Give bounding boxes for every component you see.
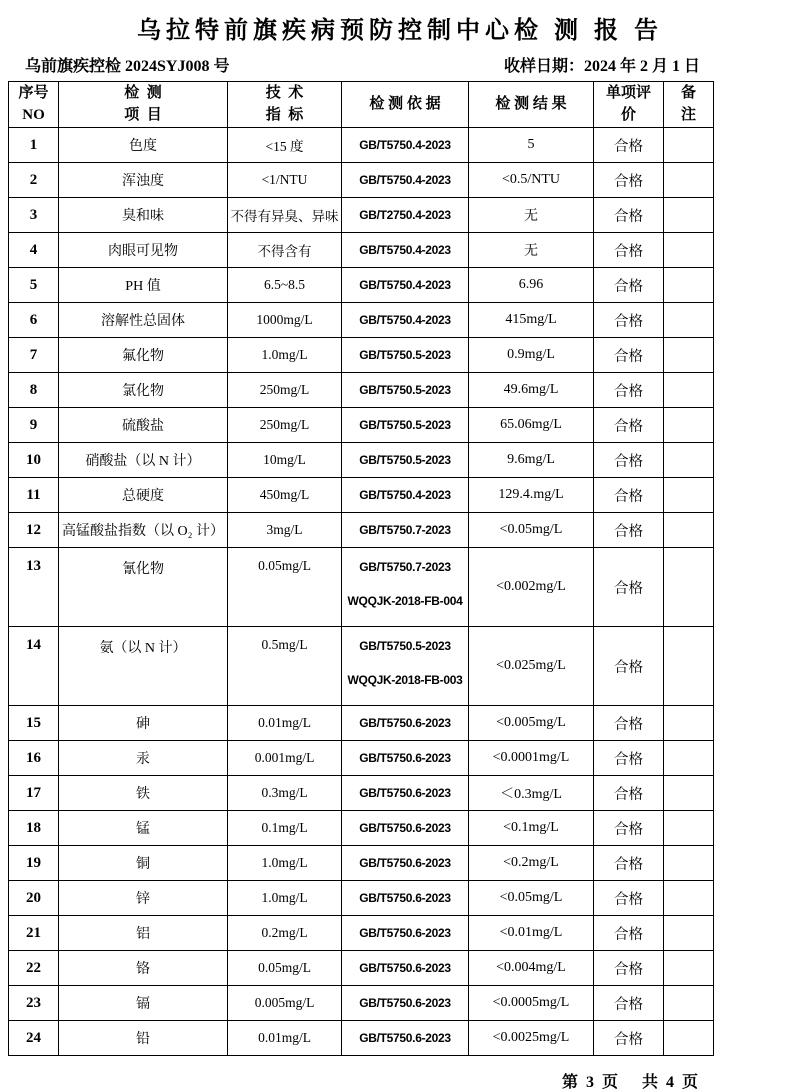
cell-no: 2 — [9, 163, 59, 198]
column-header-item: 检 测 项 目 — [59, 82, 228, 128]
table-row — [9, 776, 714, 811]
cell-no: 16 — [9, 741, 59, 776]
cell-standard: 0.01mg/L — [228, 706, 342, 741]
cell-basis: GB/T5750.5-2023 — [342, 443, 469, 478]
cell-basis: GB/T5750.6-2023 — [342, 986, 469, 1021]
cell-evaluation: 合格 — [594, 338, 664, 373]
cell-standard: 0.05mg/L — [228, 951, 342, 986]
table-row — [9, 548, 714, 627]
cell-basis: GB/T5750.6-2023 — [342, 811, 469, 846]
table-row — [9, 128, 714, 163]
cell-basis: GB/T5750.5-2023 — [342, 408, 469, 443]
cell-no: 18 — [9, 811, 59, 846]
cell-remark — [664, 163, 714, 198]
cell-basis: GB/T5750.6-2023 — [342, 776, 469, 811]
page-footer — [0, 1069, 800, 1092]
cell-result: 9.6mg/L — [469, 443, 594, 478]
cell-standard: 0.01mg/L — [228, 1021, 342, 1056]
cell-result: 49.6mg/L — [469, 373, 594, 408]
cell-remark — [664, 128, 714, 163]
cell-basis: GB/T5750.7-2023 WQQJK-2018-FB-004 — [342, 548, 469, 627]
cell-item: 铬 — [59, 951, 228, 986]
table-row — [9, 881, 714, 916]
cell-no: 5 — [9, 268, 59, 303]
cell-standard: 1.0mg/L — [228, 338, 342, 373]
cell-basis: GB/T5750.6-2023 — [342, 1021, 469, 1056]
table-row — [9, 706, 714, 741]
cell-no: 15 — [9, 706, 59, 741]
cell-standard: <15 度 — [228, 128, 342, 163]
cell-remark — [664, 548, 714, 627]
column-header-remark: 备 注 — [664, 82, 714, 128]
cell-no: 24 — [9, 1021, 59, 1056]
cell-standard: 0.2mg/L — [228, 916, 342, 951]
cell-remark — [664, 776, 714, 811]
cell-evaluation: 合格 — [594, 233, 664, 268]
cell-remark — [664, 986, 714, 1021]
cell-item: 氯化物 — [59, 373, 228, 408]
table-row — [9, 303, 714, 338]
cell-remark — [664, 846, 714, 881]
cell-evaluation: 合格 — [594, 706, 664, 741]
cell-evaluation: 合格 — [594, 548, 664, 627]
column-header-basis: 检 测 依 据 — [342, 82, 469, 128]
cell-standard: 1.0mg/L — [228, 846, 342, 881]
cell-no: 22 — [9, 951, 59, 986]
table-row — [9, 627, 714, 706]
cell-standard: 1.0mg/L — [228, 881, 342, 916]
table-row — [9, 373, 714, 408]
cell-evaluation: 合格 — [594, 846, 664, 881]
cell-basis: GB/T5750.4-2023 — [342, 303, 469, 338]
cell-item: 溶解性总固体 — [59, 303, 228, 338]
cell-item: 肉眼可见物 — [59, 233, 228, 268]
table-row — [9, 163, 714, 198]
cell-result: 65.06mg/L — [469, 408, 594, 443]
cell-result: <0.05mg/L — [469, 513, 594, 548]
cell-item: 铝 — [59, 916, 228, 951]
table-row — [9, 741, 714, 776]
page-title: 乌拉特前旗疾病预防控制中心检 测 报 告 — [137, 18, 663, 44]
cell-no: 1 — [9, 128, 59, 163]
cell-remark — [664, 268, 714, 303]
cell-remark — [664, 303, 714, 338]
cell-basis: GB/T5750.4-2023 — [342, 268, 469, 303]
cell-standard: 3mg/L — [228, 513, 342, 548]
table-row — [9, 951, 714, 986]
cell-evaluation: 合格 — [594, 513, 664, 548]
cell-no: 10 — [9, 443, 59, 478]
cell-no: 17 — [9, 776, 59, 811]
cell-item: 氟化物 — [59, 338, 228, 373]
table-row — [9, 1021, 714, 1056]
cell-evaluation: 合格 — [594, 1021, 664, 1056]
cell-result: <0.5/NTU — [469, 163, 594, 198]
cell-basis: GB/T5750.6-2023 — [342, 951, 469, 986]
cell-evaluation: 合格 — [594, 478, 664, 513]
cell-remark — [664, 881, 714, 916]
test-results-table — [8, 81, 714, 1056]
subheader — [0, 53, 800, 81]
cell-item: 硫酸盐 — [59, 408, 228, 443]
cell-standard: 不得有异臭、异味 — [228, 198, 342, 233]
cell-evaluation: 合格 — [594, 163, 664, 198]
cell-no: 23 — [9, 986, 59, 1021]
cell-basis: GB/T2750.4-2023 — [342, 198, 469, 233]
cell-result: <0.05mg/L — [469, 881, 594, 916]
table-row — [9, 338, 714, 373]
cell-remark — [664, 706, 714, 741]
cell-item: 镉 — [59, 986, 228, 1021]
cell-evaluation: 合格 — [594, 128, 664, 163]
cell-item: PH 值 — [59, 268, 228, 303]
cell-no: 20 — [9, 881, 59, 916]
cell-item: 色度 — [59, 128, 228, 163]
cell-no: 3 — [9, 198, 59, 233]
cell-remark — [664, 916, 714, 951]
cell-result: 6.96 — [469, 268, 594, 303]
cell-evaluation: 合格 — [594, 408, 664, 443]
cell-remark — [664, 811, 714, 846]
cell-remark — [664, 338, 714, 373]
cell-remark — [664, 198, 714, 233]
table-row — [9, 198, 714, 233]
cell-evaluation: 合格 — [594, 951, 664, 986]
cell-item: 铅 — [59, 1021, 228, 1056]
column-header-result: 检 测 结 果 — [469, 82, 594, 128]
cell-basis: GB/T5750.6-2023 — [342, 741, 469, 776]
cell-remark — [664, 233, 714, 268]
cell-evaluation: 合格 — [594, 443, 664, 478]
cell-remark — [664, 951, 714, 986]
cell-result: <0.1mg/L — [469, 811, 594, 846]
table-row — [9, 916, 714, 951]
cell-result: <0.0025mg/L — [469, 1021, 594, 1056]
cell-result: <0.0001mg/L — [469, 741, 594, 776]
cell-item: 氰化物 — [59, 548, 228, 627]
table-row — [9, 408, 714, 443]
cell-standard: 0.005mg/L — [228, 986, 342, 1021]
cell-result: <0.025mg/L — [469, 627, 594, 706]
cell-standard: 不得含有 — [228, 233, 342, 268]
cell-remark — [664, 741, 714, 776]
cell-evaluation: 合格 — [594, 986, 664, 1021]
cell-basis: GB/T5750.5-2023 — [342, 373, 469, 408]
cell-standard: 0.05mg/L — [228, 548, 342, 627]
report-number: 乌前旗疾控检 2024SYJ008 号 — [25, 58, 230, 75]
cell-item: 氨（以 N 计） — [59, 627, 228, 706]
cell-result: ＜0.3mg/L — [469, 776, 594, 811]
cell-item: 铁 — [59, 776, 228, 811]
cell-remark — [664, 373, 714, 408]
cell-result: 129.4.mg/L — [469, 478, 594, 513]
cell-evaluation: 合格 — [594, 741, 664, 776]
cell-item: 高锰酸盐指数（以 O₂ 计） — [59, 513, 228, 548]
cell-item: 浑浊度 — [59, 163, 228, 198]
cell-basis: GB/T5750.4-2023 — [342, 233, 469, 268]
cell-no: 4 — [9, 233, 59, 268]
cell-remark — [664, 513, 714, 548]
cell-basis: GB/T5750.6-2023 — [342, 706, 469, 741]
cell-result: 0.9mg/L — [469, 338, 594, 373]
cell-item: 汞 — [59, 741, 228, 776]
table-row — [9, 846, 714, 881]
cell-standard: 0.5mg/L — [228, 627, 342, 706]
cell-evaluation: 合格 — [594, 811, 664, 846]
cell-basis: GB/T5750.6-2023 — [342, 881, 469, 916]
cell-standard: 250mg/L — [228, 408, 342, 443]
cell-standard: 6.5~8.5 — [228, 268, 342, 303]
cell-remark — [664, 408, 714, 443]
cell-standard: 0.3mg/L — [228, 776, 342, 811]
table-row — [9, 443, 714, 478]
column-header-no: 序号 NO — [9, 82, 59, 128]
cell-standard: 10mg/L — [228, 443, 342, 478]
cell-standard: 0.001mg/L — [228, 741, 342, 776]
table-row — [9, 233, 714, 268]
sample-date: 收样日期：2024 年 2 月 1 日 — [503, 58, 700, 75]
table-header-row — [9, 82, 714, 128]
cell-no: 11 — [9, 478, 59, 513]
cell-no: 14 — [9, 627, 59, 706]
cell-result: <0.005mg/L — [469, 706, 594, 741]
cell-result: <0.0005mg/L — [469, 986, 594, 1021]
cell-basis: GB/T5750.6-2023 — [342, 846, 469, 881]
column-header-standard: 技 术 指 标 — [228, 82, 342, 128]
cell-result: <0.2mg/L — [469, 846, 594, 881]
cell-remark — [664, 627, 714, 706]
cell-basis: GB/T5750.5-2023 — [342, 338, 469, 373]
cell-basis: GB/T5750.7-2023 — [342, 513, 469, 548]
cell-evaluation: 合格 — [594, 303, 664, 338]
cell-item: 铜 — [59, 846, 228, 881]
cell-item: 硝酸盐（以 N 计） — [59, 443, 228, 478]
cell-evaluation: 合格 — [594, 916, 664, 951]
cell-remark — [664, 1021, 714, 1056]
cell-remark — [664, 478, 714, 513]
cell-basis: GB/T5750.4-2023 — [342, 128, 469, 163]
table-row — [9, 513, 714, 548]
cell-item: 锰 — [59, 811, 228, 846]
cell-standard: 0.1mg/L — [228, 811, 342, 846]
cell-standard: <1/NTU — [228, 163, 342, 198]
table-row — [9, 811, 714, 846]
cell-result: <0.004mg/L — [469, 951, 594, 986]
cell-evaluation: 合格 — [594, 373, 664, 408]
cell-evaluation: 合格 — [594, 881, 664, 916]
cell-result: 无 — [469, 198, 594, 233]
page-number: 第 3 页 共 4 页 — [561, 1074, 698, 1091]
cell-basis: GB/T5750.4-2023 — [342, 478, 469, 513]
table-row — [9, 268, 714, 303]
cell-standard: 250mg/L — [228, 373, 342, 408]
table-row — [9, 986, 714, 1021]
cell-remark — [664, 443, 714, 478]
cell-evaluation: 合格 — [594, 627, 664, 706]
cell-basis: GB/T5750.6-2023 — [342, 916, 469, 951]
cell-evaluation: 合格 — [594, 776, 664, 811]
cell-result: 415mg/L — [469, 303, 594, 338]
cell-no: 7 — [9, 338, 59, 373]
cell-item: 臭和味 — [59, 198, 228, 233]
cell-no: 19 — [9, 846, 59, 881]
table-body — [9, 128, 714, 1056]
column-header-evaluation: 单项评 价 — [594, 82, 664, 128]
cell-result: 无 — [469, 233, 594, 268]
cell-basis: GB/T5750.4-2023 — [342, 163, 469, 198]
cell-no: 9 — [9, 408, 59, 443]
cell-result: <0.002mg/L — [469, 548, 594, 627]
cell-standard: 450mg/L — [228, 478, 342, 513]
cell-basis: GB/T5750.5-2023 WQQJK-2018-FB-003 — [342, 627, 469, 706]
cell-item: 砷 — [59, 706, 228, 741]
cell-item: 锌 — [59, 881, 228, 916]
cell-no: 13 — [9, 548, 59, 627]
cell-item: 总硬度 — [59, 478, 228, 513]
cell-no: 21 — [9, 916, 59, 951]
cell-no: 8 — [9, 373, 59, 408]
cell-standard: 1000mg/L — [228, 303, 342, 338]
cell-no: 12 — [9, 513, 59, 548]
cell-evaluation: 合格 — [594, 198, 664, 233]
cell-evaluation: 合格 — [594, 268, 664, 303]
cell-result: 5 — [469, 128, 594, 163]
cell-result: <0.01mg/L — [469, 916, 594, 951]
cell-no: 6 — [9, 303, 59, 338]
table-row — [9, 478, 714, 513]
